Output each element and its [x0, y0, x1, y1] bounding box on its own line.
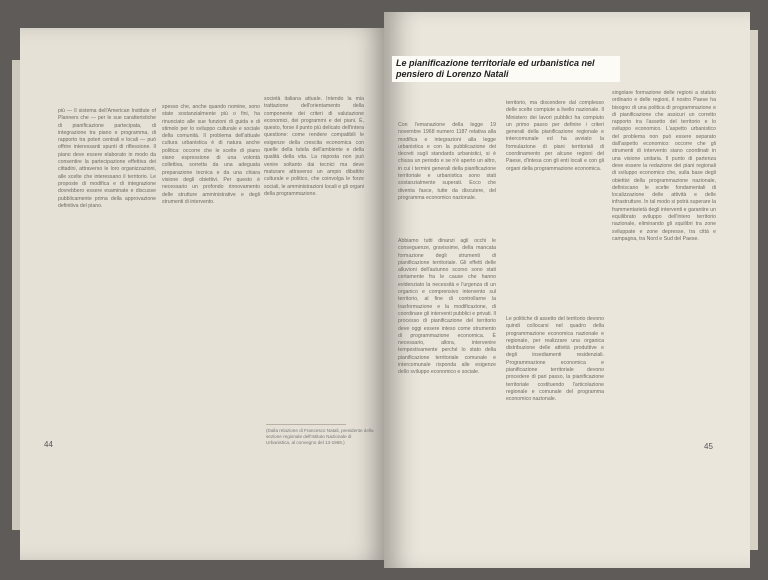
right-col-2-top: territorio, ma discendere dal complesso delle scelte compiute a livello nazionale. Il Ministero dei lavori pubblici ha compiuto un primo passo per definire i criteri generali della pianificazione regionale e intercomunale ed ha avviato la formulazione di piani territoriali di coordinamento per alcune regioni del Paese, d'intesa con gli enti locali e con gli organi della programmazione economica. [506, 100, 604, 172]
left-col-3: società italiana attuale. Intendo la mia trattazione dell'orientamento della componente dei criteri di valutazione economici, dei programmi e dei piani. È, questo, forse il punto più delicato dell'intera questione: come rendere compatibili le esigenze della crescita economica con quelle della tutela dell'ambiente e della qualità della vita. La risposta non può venire soltanto dai tecnici ma deve maturare attraverso un ampio dibattito culturale e politico, che coinvolga le forze sociali, le amministrazioni locali e gli organi della programmazione. [264, 96, 364, 197]
page-number-left: 44 [44, 440, 53, 449]
page-number-right: 45 [704, 442, 713, 451]
right-col-3: singolare formazione delle regioni a statuto ordinario e delle regioni, il nostro Paese ha bisogno di una politica di programmazione e di pianificazione che assicuri un corretto rapporto tra l'assetto del territorio e lo sviluppo economico. L'aspetto urbanistico del problema non può essere separato dall'aspetto economico: occorre che gli strumenti di intervento siano coordinati in una visione unitaria. Il punto di partenza deve essere la redazione dei piani regionali di sviluppo economico che, sulla base degli obiettivi della programmazione nazionale, definiscano le scelte fondamentali di localizzazione delle attività e delle infrastrutture. In tal modo si potrà superare la frammentarietà degli interventi e garantire un equilibrato sviluppo dell'intero territorio nazionale, eliminando gli squilibri tra zone sviluppate e zone depresse, tra città e campagna, tra Nord e Sud del Paese. [612, 90, 716, 242]
footnote-rule [266, 424, 346, 425]
left-col-1: più — Il sistema dell'American Institute of Planners che — per le sue caratteristiche di pianificazione partecipata, di integrazione tra piano e programma, di rapporto tra poteri centrali e locali — può offrire interessanti spunti di riflessione. Il piano deve essere elaborato in modo da consentire la partecipazione effettiva dei cittadini, attraverso le loro organizzazioni, alle scelte che interessano il territorio. Le proposte di modifica e di integrazione dovrebbero essere esaminate e discusse pubblicamente prima della approvazione definitiva del piano. [58, 108, 156, 209]
right-col-1-top: Con l'emanazione della legge 19 novembre 1968 numero 1187 relativa alla modifica e integrazioni alla legge urbanistica e con la pubblicazione dei decreti sugli standards urbanistici, si è chiusa un periodo e se n'è aperto un altro, in cui i termini generali della pianificazione territoriale e urbanistica sono stati sostanzialmente superati. Ecco che diventa fasce, tutte da discutere, del programma economico nazionale. [398, 122, 496, 201]
footnote: (Dalla relazione di Francesco Natali, presidente della sezione regionale dell'Istituto Nazionale di Urbanistica, al convegno del 13-1969.) [266, 428, 374, 445]
article-title: Le pianificazione territoriale ed urbanistica nel pensiero di Lorenzo Natali [392, 56, 620, 82]
left-col-2: spesso che, anche quando nomine, sono state sostanzialmente più o fini, ha rinunciato alle sue funzioni di guida e di stimolo per lo sviluppo culturale e sociale della comunità. Il problema dell'attuale cultura urbanistica è di natura anche politica: occorre che le scelte di piano siano espressione di una volontà collettiva, sorretta da una adeguata preparazione tecnica e da una chiara visione degli obiettivi. Per questo è necessario un profondo rinnovamento delle strutture amministrative e degli strumenti di intervento. [162, 104, 260, 205]
right-col-1-bottom: Abbiamo tutti dinanzi agli occhi le conseguenze, gravissime, della mancata formazione degli strumenti di pianificazione territoriale. Gli effetti delle alluvioni dell'autunno scorso sono stati certamente fra le cause che hanno evidenziato la necessità e l'urgenza di un organico e comprensivo intervento sul territorio, al fine di controllarne la trasformazione e la modificazione, di coordinare gli interventi pubblici e privati. Il processo di pianificazione del territorio deve oggi essere inteso come strumento di programmazione economica. È necessario, allora, intervenire tempestivamente perché lo stato della pianificazione territoriale comunale e intercomunale risponda alle esigenze dello sviluppo economico e sociale. [398, 238, 496, 376]
right-col-2-bottom: Le politiche di assetto del territorio devono quindi collocarsi nel quadro della programmazione economica nazionale e regionale, per realizzare una organica distribuzione delle attività produttive e degli insediamenti residenziali. Programmazione economica e pianificazione territoriale devono procedere di pari passo, la pianificazione territoriale costituendo l'articolazione regionale e comunale del programma economico nazionale. [506, 316, 604, 403]
